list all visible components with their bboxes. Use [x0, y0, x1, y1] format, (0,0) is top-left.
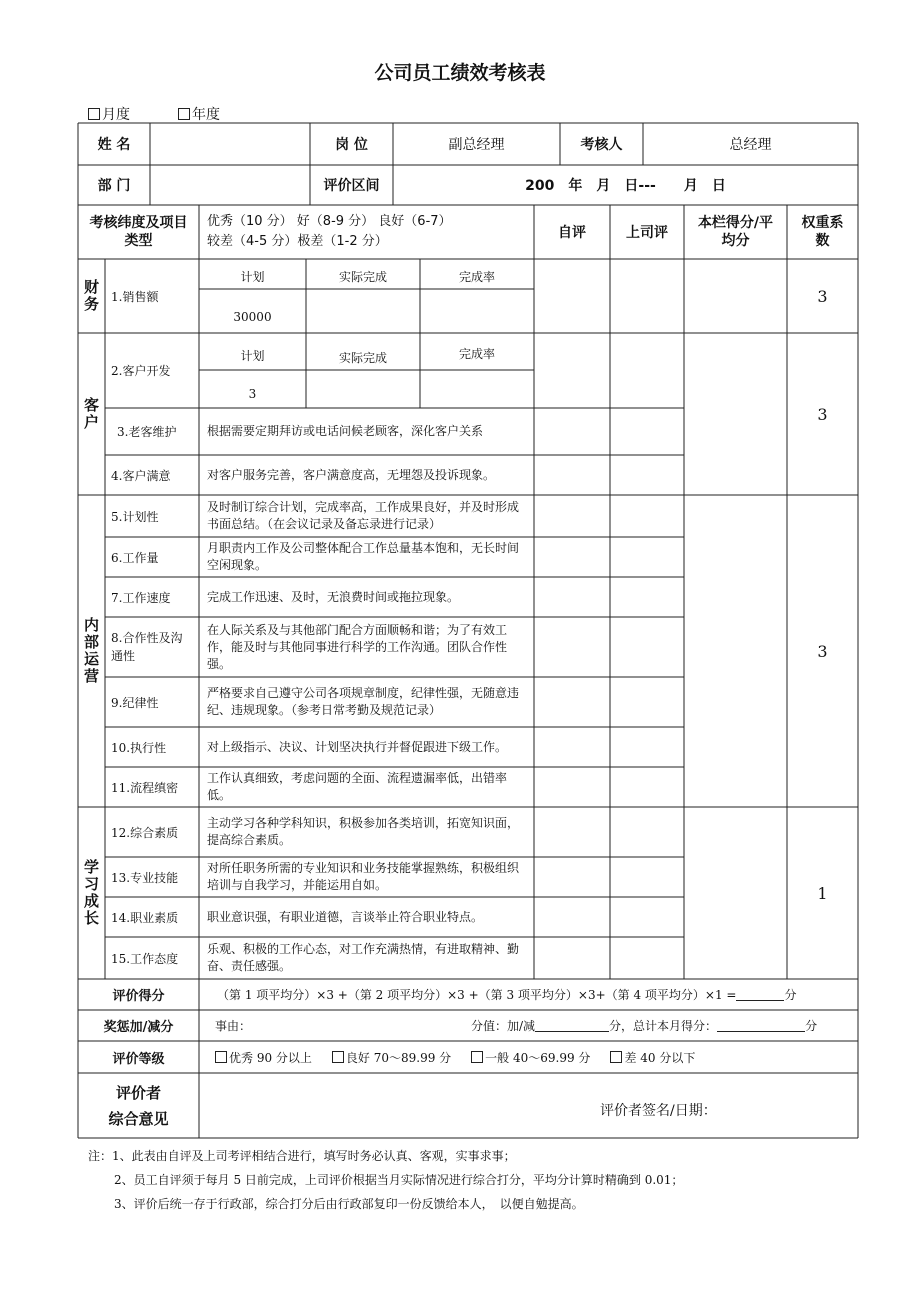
notes — [88, 1144, 683, 1216]
item-name: 3.老客维护 — [117, 425, 177, 439]
grade-average-label: 一般 40～69.99 分 — [485, 1050, 591, 1065]
score-total-blank[interactable] — [736, 988, 784, 1001]
item-name: 7.工作速度 — [111, 590, 171, 605]
note-1: 注：1、此表由自评及上司考评相结合进行，填写时务必认真、客观，实事求事； — [88, 1149, 516, 1163]
page-title: 公司员工绩效考核表 — [374, 62, 546, 84]
item-description: 在人际关系及与其他部门配合方面顺畅和谐；为了有效工作，能及时与其他同事进行科学的工作沟通。团队合作性强。 — [207, 622, 508, 671]
item-description: 严格要求自己遵守公司各项规章制度，纪律性强，无随意违纪、违规现象。（参考日常考勤及规范记录） — [207, 686, 520, 717]
grade-good[interactable] — [332, 1049, 451, 1066]
category-operations: 内部运营 — [82, 617, 100, 685]
name-field[interactable] — [150, 123, 310, 165]
sales-plan-value: 30000 — [233, 310, 272, 324]
item-name: 13.专业技能 — [111, 870, 179, 885]
assessor-value[interactable]: 总经理 — [729, 137, 772, 153]
grade-options — [199, 1041, 858, 1073]
item-description: 对上级指示、决议、计划坚决执行并督促跟进下级工作。 — [207, 739, 508, 754]
item-description: 完成工作迅速、及时，无浪费时间或拖拉现象。 — [207, 589, 460, 604]
bonus-label: 奖惩加/减分 — [103, 1020, 174, 1035]
weight-operations: 3 — [817, 641, 828, 661]
item-name: 9.纪律性 — [111, 695, 159, 710]
bonus-unit: 分 — [805, 1019, 818, 1033]
category-learning: 学习成长 — [82, 859, 100, 927]
scale-header — [199, 205, 534, 259]
score-formula: （第 1 项平均分）×3 +（第 2 项平均分）×3 +（第 3 项平均分）×3+（第 4 项平均分）×1 = — [217, 988, 737, 1002]
item-name: 2.客户开发 — [111, 364, 171, 378]
annual-label: 年度 — [192, 107, 220, 123]
opinion-label-line-2: 综合意见 — [108, 1109, 169, 1128]
item-description: 乐观、积极的工作心态，对工作充满热情，有进取精神、勤奋、责任感强。 — [207, 942, 520, 973]
plan-subheader: 计划 — [240, 269, 265, 284]
item-description: 主动学习各种学科知识，积极参加各类培训，拓宽知识面，提高综合素质。 — [207, 816, 520, 847]
item-description: 月职责内工作及公司整体配合工作总量基本饱和，无长时间空闲现象。 — [207, 541, 520, 572]
signature-label: 评价者签名/日期： — [600, 1103, 717, 1119]
item-name: 6.工作量 — [111, 550, 159, 565]
checkbox-icon — [332, 1051, 344, 1063]
grade-label: 评价等级 — [112, 1051, 165, 1067]
grade-average[interactable] — [471, 1049, 590, 1066]
score-header: 本栏得分/平均分 — [697, 215, 774, 249]
dimension-header: 考核纬度及项目类型 — [89, 215, 188, 249]
item-description: 对客户服务完善，客户满意度高，无埋怨及投诉现象。 — [207, 467, 496, 482]
range-value[interactable]: 200 年 月 日--- 月 日 — [525, 178, 726, 194]
weight-learning: 1 — [817, 883, 828, 903]
opinion-label — [78, 1073, 199, 1138]
scale-line-1: 优秀（10 分） 好（8-9 分） 良好（6-7） — [207, 214, 452, 229]
category-finance: 财务 — [82, 279, 100, 313]
item-description: 根据需要定期拜访或电话问候老顾客，深化客户关系 — [207, 424, 484, 438]
bonus-points-label: 分值：加/减 — [471, 1019, 536, 1033]
grade-good-label: 良好 70～89.99 分 — [345, 1050, 452, 1065]
actual-subheader: 实际完成 — [338, 350, 387, 365]
rate-subheader: 完成率 — [458, 346, 495, 361]
name-label: 姓 名 — [97, 137, 131, 153]
item-name: 4.客户满意 — [111, 468, 171, 483]
item-name: 5.计划性 — [111, 509, 159, 524]
opinion-label-line-1: 评价者 — [115, 1083, 161, 1102]
grade-excellent-label: 优秀 90 分以上 — [229, 1050, 312, 1065]
score-formula-row — [199, 979, 858, 1010]
customer-plan-value: 3 — [248, 387, 257, 401]
item-name: 15.工作态度 — [111, 951, 179, 966]
range-label: 评价区间 — [323, 178, 380, 194]
grade-poor[interactable] — [610, 1049, 695, 1066]
weight-customer: 3 — [817, 404, 828, 424]
position-label: 岗 位 — [335, 137, 368, 153]
score-unit: 分 — [784, 988, 797, 1002]
category-customer: 客户 — [82, 397, 100, 431]
item-name: 11.流程缜密 — [111, 780, 179, 795]
item-description: 对所任职务所需的专业知识和业务技能掌握熟练，积极组织培训与自我学习，并能运用自如。 — [207, 861, 520, 892]
plan-subheader: 计划 — [240, 348, 265, 363]
note-3: 3、评价后统一存于行政部，综合打分后由行政部复印一份反馈给本人， 以便自勉提高。 — [114, 1197, 584, 1211]
position-value[interactable]: 副总经理 — [448, 137, 505, 153]
score-label: 评价得分 — [112, 989, 165, 1004]
weight-header: 权重系数 — [801, 215, 844, 249]
item-description: 工作认真细致，考虑问题的全面、流程遗漏率低，出错率低。 — [207, 771, 508, 802]
checkbox-icon — [471, 1051, 483, 1063]
month-total-blank[interactable] — [717, 1019, 805, 1032]
actual-subheader: 实际完成 — [338, 269, 387, 284]
note-2: 2、员工自评须于每月 5 日前完成，上司评价根据当月实际情况进行综合打分，平均分计算时精确到 0.01； — [114, 1173, 684, 1187]
scale-line-2: 较差（4-5 分）极差（1-2 分） — [207, 234, 388, 249]
bonus-points-blank[interactable] — [535, 1019, 609, 1032]
weight-finance: 3 — [817, 286, 828, 306]
item-name: 12.综合素质 — [111, 825, 179, 840]
grade-poor-label: 差 40 分以下 — [624, 1050, 696, 1065]
rate-subheader: 完成率 — [458, 269, 495, 284]
bonus-total-label: 分，总计本月得分： — [609, 1019, 718, 1033]
item-name: 14.职业素质 — [111, 910, 179, 925]
item-name: 1.销售额 — [111, 289, 159, 304]
bonus-points-row — [465, 1010, 858, 1041]
checkbox-icon — [215, 1051, 227, 1063]
superior-header: 上司评 — [626, 225, 668, 241]
item-description: 及时制订综合计划，完成率高，工作成果良好，并及时形成书面总结。（在会议记录及备忘录进行记录） — [207, 500, 520, 531]
monthly-label: 月度 — [102, 107, 130, 123]
self-header: 自评 — [558, 225, 586, 241]
item-description: 职业意识强，有职业道德，言谈举止符合职业特点。 — [207, 909, 484, 924]
checkbox-icon — [610, 1051, 622, 1063]
dept-field[interactable] — [150, 165, 310, 205]
dept-label: 部 门 — [97, 178, 131, 194]
grade-excellent[interactable] — [215, 1049, 312, 1066]
item-name: 8.合作性及沟通性 — [111, 631, 183, 663]
item-name: 10.执行性 — [111, 740, 167, 755]
bonus-reason[interactable]: 事由： — [215, 1019, 252, 1033]
assessor-label: 考核人 — [580, 137, 623, 153]
